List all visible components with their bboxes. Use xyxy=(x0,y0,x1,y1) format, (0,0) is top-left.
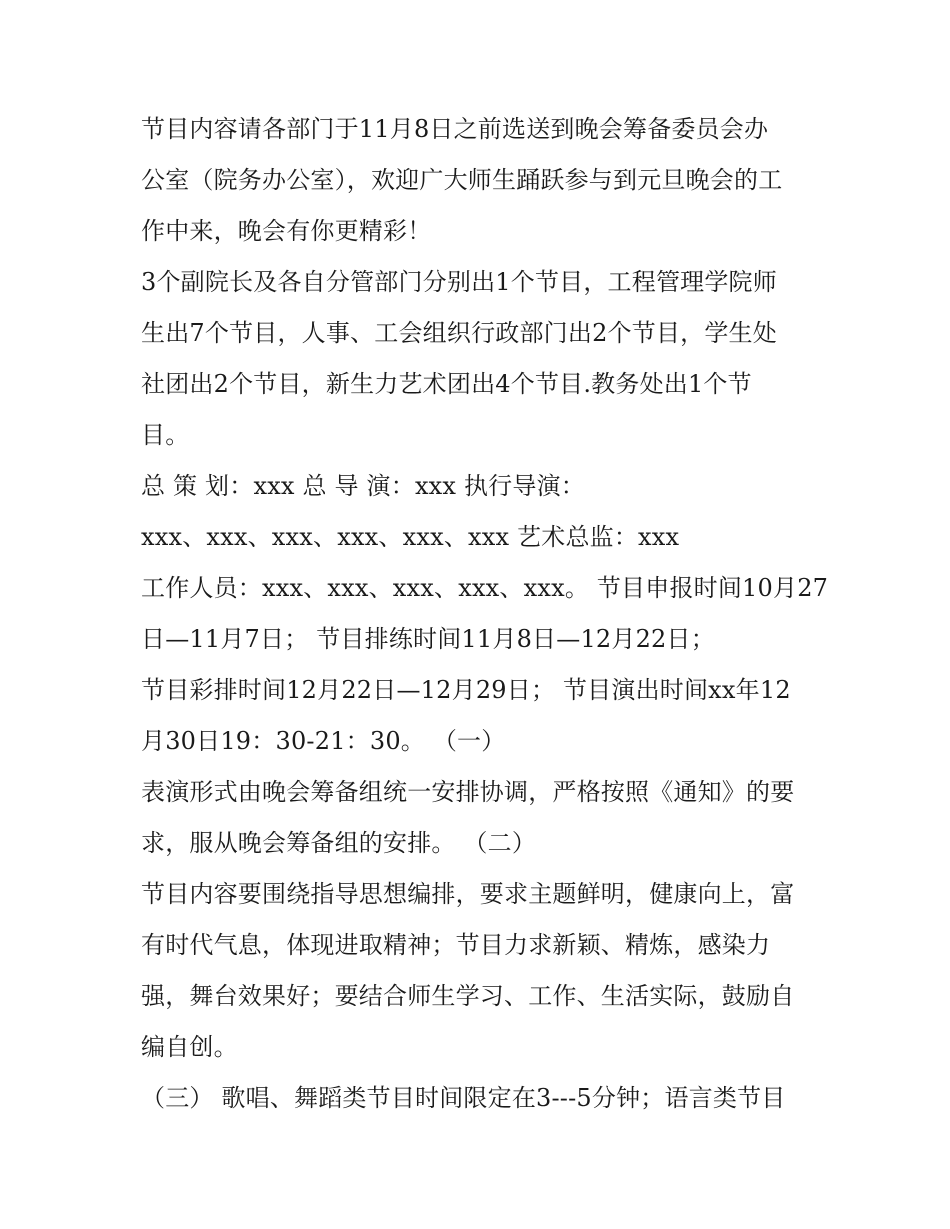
text-line: 强，舞台效果好；要结合师生学习、工作、生活实际，鼓励自 xyxy=(141,982,795,1010)
text-line: 工作人员：xxx、xxx、xxx、xxx、xxx。 节目申报时间10月27 xyxy=(141,574,829,602)
text-line: 表演形式由晚会筹备组统一安排协调，严格按照《通知》的要 xyxy=(141,778,795,806)
text-line: 日—11月7日； 节目排练时间11月8日—12月22日； xyxy=(141,625,715,653)
text-line: 生出7个节目，人事、工会组织行政部门出2个节目，学生处 xyxy=(141,319,777,347)
text-line: 作中来，晚会有你更精彩！ xyxy=(141,217,432,245)
text-line: 目。 xyxy=(141,421,190,449)
text-line: 节目彩排时间12月22日—12月29日； 节目演出时间xx年12 xyxy=(141,676,791,704)
text-line: 社团出2个节目，新生力艺术团出4个节目.教务处出1个节 xyxy=(141,370,752,398)
text-line: 3个副院长及各自分管部门分别出1个节目，工程管理学院师 xyxy=(141,268,777,296)
text-line: 编自创。 xyxy=(141,1033,238,1061)
text-line: 月30日19：30-21：30。 （一） xyxy=(141,727,506,755)
text-line: 总 策 划：xxx 总 导 演：xxx 执行导演： xyxy=(141,472,585,500)
text-line: （三） 歌唱、舞蹈类节目时间限定在3---5分钟；语言类节目 xyxy=(141,1084,786,1112)
text-line: 节目内容要围绕指导思想编排，要求主题鲜明，健康向上，富 xyxy=(141,880,795,908)
text-line: 公室（院务办公室），欢迎广大师生踊跃参与到元旦晚会的工 xyxy=(141,166,783,194)
text-line: 有时代气息，体现进取精神；节目力求新颖、精炼，感染力 xyxy=(141,931,771,959)
text-line: 节目内容请各部门于11月8日之前选送到晚会筹备委员会办 xyxy=(141,115,769,143)
text-line: xxx、xxx、xxx、xxx、xxx、xxx 艺术总监：xxx xyxy=(141,523,680,551)
text-line: 求，服从晚会筹备组的安排。 （二） xyxy=(141,829,537,857)
